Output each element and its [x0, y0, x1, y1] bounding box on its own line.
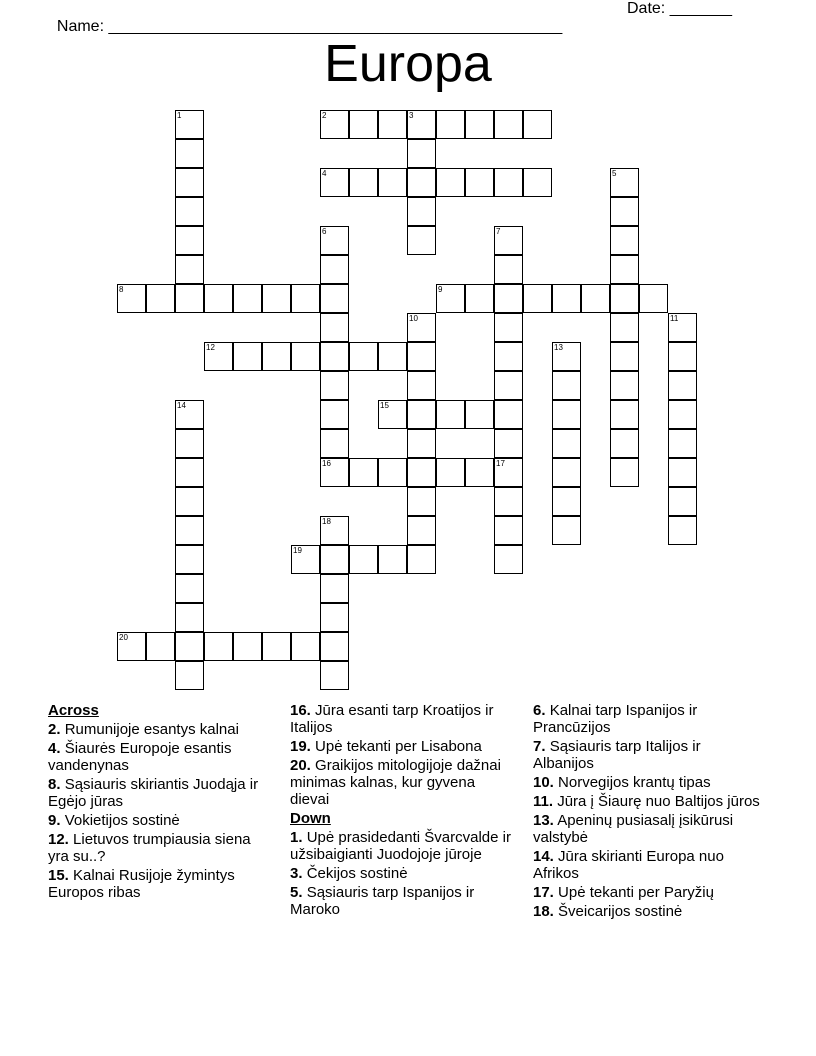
grid-cell[interactable]	[552, 400, 581, 429]
grid-cell[interactable]	[378, 400, 407, 429]
grid-cell[interactable]	[320, 632, 349, 661]
grid-cell[interactable]	[175, 574, 204, 603]
grid-cell[interactable]	[175, 110, 204, 139]
grid-cell[interactable]	[407, 545, 436, 574]
clue-number: 12	[206, 343, 215, 352]
clue-number: 13	[554, 343, 563, 352]
clue-text: Sąsiauris skiriantis Juodąja ir Egėjo jūras	[48, 776, 259, 810]
down-clues-list-continued	[533, 702, 763, 920]
grid-cell[interactable]	[146, 284, 175, 313]
grid-cell[interactable]	[262, 284, 291, 313]
grid-cell[interactable]	[320, 545, 349, 574]
grid-cell[interactable]	[494, 313, 523, 342]
clue-text: Jūra skirianti Europa nuo Afrikos	[533, 848, 724, 882]
grid-cell[interactable]	[233, 632, 262, 661]
clue-item	[48, 776, 268, 810]
grid-cell[interactable]	[320, 516, 349, 545]
clue-number: 14.	[533, 848, 554, 865]
grid-cell[interactable]	[378, 545, 407, 574]
grid-cell[interactable]	[175, 516, 204, 545]
across-clues-list	[48, 721, 268, 901]
across-heading: Across	[48, 702, 99, 719]
grid-cell[interactable]	[494, 458, 523, 487]
grid-cell[interactable]	[465, 400, 494, 429]
grid-cell[interactable]	[320, 255, 349, 284]
clue-text: Upė tekanti per Lisabona	[315, 738, 482, 755]
clue-number: 12.	[48, 831, 69, 848]
grid-cell[interactable]	[320, 226, 349, 255]
grid-cell[interactable]	[320, 400, 349, 429]
grid-cell[interactable]	[552, 516, 581, 545]
clue-number: 1.	[290, 829, 303, 846]
grid-cell[interactable]	[349, 110, 378, 139]
clue-item	[290, 702, 518, 736]
grid-cell[interactable]	[175, 284, 204, 313]
grid-cell[interactable]	[175, 400, 204, 429]
grid-cell[interactable]	[320, 284, 349, 313]
clue-item	[48, 867, 268, 901]
clue-number: 20	[119, 633, 128, 642]
grid-cell[interactable]	[204, 342, 233, 371]
grid-cell[interactable]	[204, 632, 233, 661]
grid-cell[interactable]	[465, 458, 494, 487]
clue-text: Sąsiauris tarp Italijos ir Albanijos	[533, 738, 701, 772]
grid-cell[interactable]	[610, 284, 639, 313]
grid-cell[interactable]	[436, 458, 465, 487]
grid-cell[interactable]	[581, 284, 610, 313]
clue-number: 15.	[48, 867, 69, 884]
clue-number: 9	[438, 285, 443, 294]
clue-text: Upė tekanti per Paryžių	[558, 884, 714, 901]
grid-cell[interactable]	[349, 168, 378, 197]
grid-cell[interactable]	[494, 226, 523, 255]
grid-cell[interactable]	[175, 603, 204, 632]
clue-number: 1	[177, 111, 182, 120]
grid-cell[interactable]	[262, 632, 291, 661]
clue-number: 3	[409, 111, 414, 120]
clue-number: 15	[380, 401, 389, 410]
grid-cell[interactable]	[378, 110, 407, 139]
grid-cell[interactable]	[668, 371, 697, 400]
grid-cell[interactable]	[668, 429, 697, 458]
grid-cell[interactable]	[407, 516, 436, 545]
grid-cell[interactable]	[175, 632, 204, 661]
grid-cell[interactable]	[494, 110, 523, 139]
grid-cell[interactable]	[494, 487, 523, 516]
clue-number: 17	[496, 459, 505, 468]
clue-text: Upė prasidedanti Švarcvalde ir užsibaigianti Juodojoje jūroje	[290, 829, 511, 863]
date-label[interactable]: Date: _______	[627, 0, 732, 17]
grid-cell[interactable]	[378, 168, 407, 197]
grid-cell[interactable]	[436, 284, 465, 313]
grid-cell[interactable]	[407, 371, 436, 400]
grid-cell[interactable]	[494, 168, 523, 197]
grid-cell[interactable]	[320, 313, 349, 342]
clue-text: Apeninų pusiasalį įsikūrusi valstybė	[533, 812, 734, 846]
clue-number: 19	[293, 546, 302, 555]
grid-cell[interactable]	[349, 545, 378, 574]
grid-cell[interactable]	[552, 458, 581, 487]
grid-cell[interactable]	[668, 487, 697, 516]
grid-cell[interactable]	[291, 342, 320, 371]
grid-cell[interactable]	[320, 574, 349, 603]
clues-column-2	[290, 702, 518, 920]
grid-cell[interactable]	[668, 458, 697, 487]
name-label[interactable]: Name: ___________________________________________________	[56, 18, 563, 35]
grid-cell[interactable]	[175, 458, 204, 487]
grid-cell[interactable]	[407, 197, 436, 226]
clue-item	[290, 829, 518, 863]
grid-cell[interactable]	[320, 371, 349, 400]
grid-cell[interactable]	[668, 516, 697, 545]
clue-text: Lietuvos trumpiausia siena yra su..?	[48, 831, 251, 865]
grid-cell[interactable]	[117, 632, 146, 661]
grid-cell[interactable]	[552, 487, 581, 516]
grid-cell[interactable]	[291, 545, 320, 574]
clue-number: 11	[670, 314, 679, 323]
clue-item	[290, 757, 518, 808]
grid-cell[interactable]	[320, 603, 349, 632]
grid-cell[interactable]	[610, 168, 639, 197]
grid-cell[interactable]	[436, 168, 465, 197]
grid-cell[interactable]	[175, 168, 204, 197]
grid-cell[interactable]	[320, 429, 349, 458]
clue-number: 8	[119, 285, 124, 294]
grid-cell[interactable]	[494, 516, 523, 545]
grid-cell[interactable]	[610, 458, 639, 487]
grid-cell[interactable]	[349, 342, 378, 371]
grid-cell[interactable]	[407, 168, 436, 197]
grid-cell[interactable]	[552, 429, 581, 458]
clue-number: 8.	[48, 776, 61, 793]
clue-item	[533, 738, 763, 772]
grid-cell[interactable]	[378, 342, 407, 371]
grid-cell[interactable]	[407, 226, 436, 255]
clue-number: 14	[177, 401, 186, 410]
grid-cell[interactable]	[175, 139, 204, 168]
grid-cell[interactable]	[552, 284, 581, 313]
clue-item	[533, 812, 763, 846]
grid-cell[interactable]	[320, 168, 349, 197]
grid-cell[interactable]	[552, 342, 581, 371]
clue-text: Vokietijos sostinė	[64, 812, 180, 829]
grid-cell[interactable]	[262, 342, 291, 371]
clue-number: 5	[612, 169, 617, 178]
grid-cell[interactable]	[320, 661, 349, 690]
grid-cell[interactable]	[610, 226, 639, 255]
clue-number: 19.	[290, 738, 311, 755]
grid-cell[interactable]	[465, 168, 494, 197]
grid-cell[interactable]	[320, 110, 349, 139]
grid-cell[interactable]	[610, 255, 639, 284]
grid-cell[interactable]	[291, 284, 320, 313]
clue-item	[533, 884, 763, 901]
grid-cell[interactable]	[494, 342, 523, 371]
clue-text: Kalnai tarp Ispanijos ir Prancūzijos	[533, 702, 698, 736]
clue-number: 16	[322, 459, 331, 468]
across-clues-list-continued	[290, 702, 518, 808]
clue-item	[48, 812, 268, 829]
grid-cell[interactable]	[436, 400, 465, 429]
clue-number: 17.	[533, 884, 554, 901]
grid-cell[interactable]	[407, 139, 436, 168]
grid-cell[interactable]	[175, 487, 204, 516]
clue-number: 3.	[290, 865, 303, 882]
clue-text: Šiaurės Europoje esantis vandenynas	[48, 740, 232, 774]
clue-number: 4.	[48, 740, 61, 757]
grid-cell[interactable]	[552, 371, 581, 400]
clue-item	[533, 903, 763, 920]
clue-item	[48, 721, 268, 738]
clue-item	[290, 738, 518, 755]
grid-cell[interactable]	[668, 400, 697, 429]
clue-text: Sąsiauris tarp Ispanijos ir Maroko	[290, 884, 475, 918]
clue-item	[533, 774, 763, 791]
grid-cell[interactable]	[639, 284, 668, 313]
grid-cell[interactable]	[175, 429, 204, 458]
clue-text: Kalnai Rusijoje žymintys Europos ribas	[48, 867, 235, 901]
clue-item	[533, 848, 763, 882]
clue-number: 2	[322, 111, 327, 120]
clues-column-3	[533, 702, 763, 922]
grid-cell[interactable]	[610, 371, 639, 400]
grid-cell[interactable]	[494, 255, 523, 284]
clue-number: 7	[496, 227, 501, 236]
clue-number: 20.	[290, 757, 311, 774]
clue-text: Čekijos sostinė	[306, 865, 408, 882]
clues-column-1	[48, 702, 268, 903]
clue-number: 7.	[533, 738, 546, 755]
grid-cell[interactable]	[465, 284, 494, 313]
clue-item	[48, 831, 268, 865]
page-title: Europa	[324, 35, 492, 93]
grid-cell[interactable]	[668, 342, 697, 371]
clue-number: 11.	[533, 793, 554, 810]
grid-cell[interactable]	[378, 458, 407, 487]
grid-cell[interactable]	[407, 110, 436, 139]
grid-cell[interactable]	[175, 545, 204, 574]
clue-number: 6.	[533, 702, 546, 719]
grid-cell[interactable]	[175, 197, 204, 226]
grid-cell[interactable]	[610, 197, 639, 226]
grid-cell[interactable]	[407, 458, 436, 487]
clue-number: 10	[409, 314, 418, 323]
clue-text: Jūra esanti tarp Kroatijos ir Italijos	[290, 702, 494, 736]
grid-cell[interactable]	[523, 110, 552, 139]
grid-cell[interactable]	[146, 632, 175, 661]
clue-number: 5.	[290, 884, 303, 901]
grid-cell[interactable]	[494, 284, 523, 313]
grid-cell[interactable]	[407, 342, 436, 371]
grid-cell[interactable]	[320, 342, 349, 371]
clue-number: 10.	[533, 774, 554, 791]
grid-cell[interactable]	[291, 632, 320, 661]
grid-cell[interactable]	[175, 255, 204, 284]
grid-cell[interactable]	[175, 661, 204, 690]
grid-cell[interactable]	[407, 400, 436, 429]
clue-number: 18.	[533, 903, 554, 920]
grid-cell[interactable]	[233, 342, 262, 371]
grid-cell[interactable]	[494, 400, 523, 429]
grid-cell[interactable]	[610, 313, 639, 342]
clue-text: Jūra į Šiaurę nuo Baltijos jūros	[557, 793, 760, 810]
clue-number: 9.	[48, 812, 61, 829]
clue-item	[290, 865, 518, 882]
grid-cell[interactable]	[233, 284, 262, 313]
grid-cell[interactable]	[523, 168, 552, 197]
grid-cell[interactable]	[407, 429, 436, 458]
grid-cell[interactable]	[436, 110, 465, 139]
grid-cell[interactable]	[349, 458, 378, 487]
clue-item	[48, 740, 268, 774]
clue-item	[533, 702, 763, 736]
down-heading: Down	[290, 810, 331, 827]
grid-cell[interactable]	[407, 487, 436, 516]
clue-number: 4	[322, 169, 327, 178]
grid-cell[interactable]	[610, 400, 639, 429]
grid-cell[interactable]	[494, 371, 523, 400]
grid-cell[interactable]	[407, 313, 436, 342]
clue-text: Graikijos mitologijoje dažnai minimas kalnas, kur gyvena dievai	[290, 757, 501, 808]
clue-item	[533, 793, 763, 810]
clue-text: Rumunijoje esantys kalnai	[64, 721, 239, 738]
grid-cell[interactable]	[494, 545, 523, 574]
clue-number: 13.	[533, 812, 554, 829]
grid-cell[interactable]	[117, 284, 146, 313]
grid-cell[interactable]	[610, 342, 639, 371]
grid-cell[interactable]	[204, 284, 233, 313]
clue-number: 18	[322, 517, 331, 526]
down-clues-list	[290, 829, 518, 918]
clue-text: Norvegijos krantų tipas	[558, 774, 711, 791]
clue-number: 2.	[48, 721, 61, 738]
grid-cell[interactable]	[175, 226, 204, 255]
grid-cell[interactable]	[523, 284, 552, 313]
clue-item	[290, 884, 518, 918]
clue-number: 6	[322, 227, 327, 236]
clue-text: Šveicarijos sostinė	[558, 903, 683, 920]
grid-cell[interactable]	[320, 458, 349, 487]
grid-cell[interactable]	[494, 429, 523, 458]
grid-cell[interactable]	[610, 429, 639, 458]
grid-cell[interactable]	[465, 110, 494, 139]
clue-number: 16.	[290, 702, 311, 719]
grid-cell[interactable]	[668, 313, 697, 342]
